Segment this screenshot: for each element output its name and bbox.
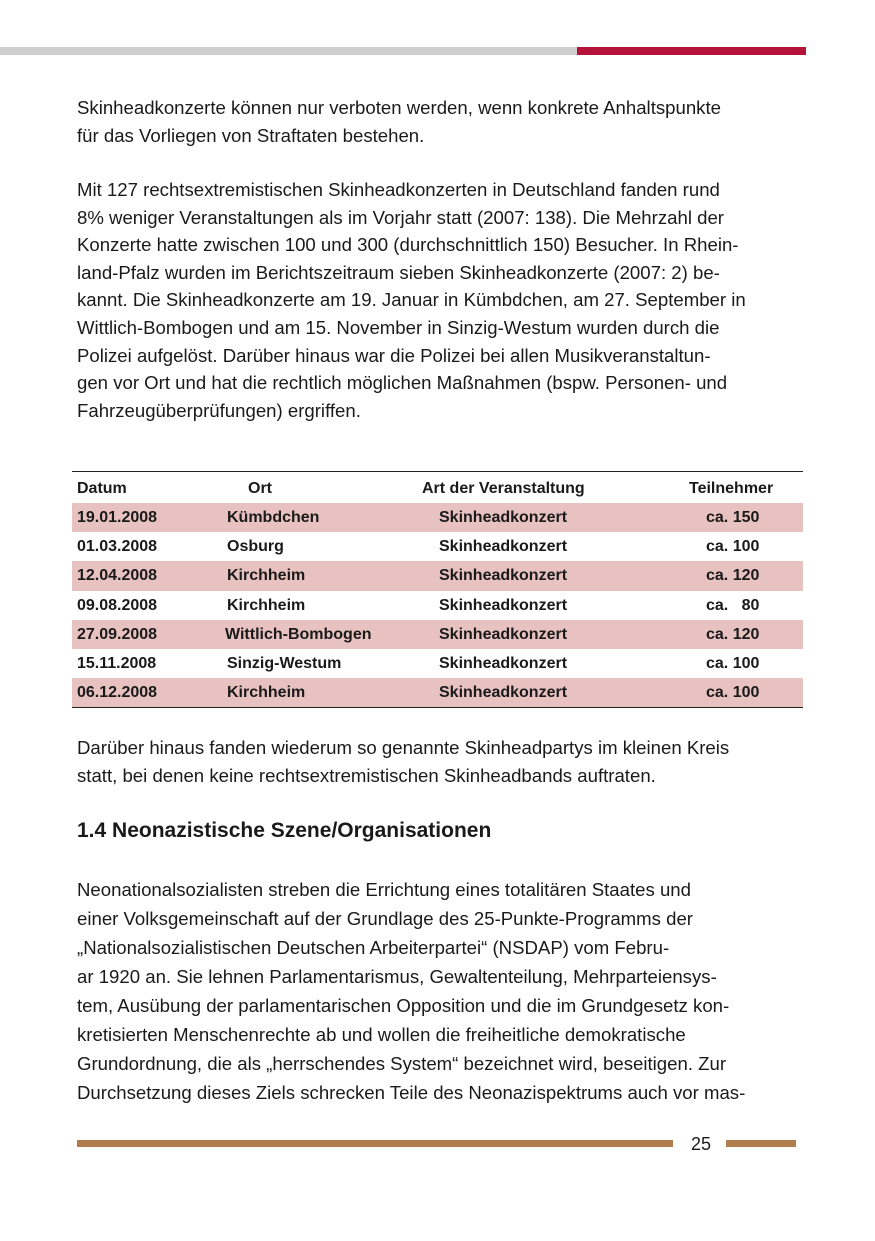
- table-row: [72, 620, 803, 649]
- footer-rule-right: [726, 1140, 796, 1147]
- cell-participants: ca. 80: [706, 596, 760, 614]
- concert-table: [72, 471, 803, 708]
- cell-event-type: Skinheadkonzert: [439, 684, 568, 702]
- text-line: ar 1920 an. Sie lehnen Parlamentarismus, Gewaltenteilung, Mehrparteiensys-: [77, 966, 717, 987]
- header-place: Ort: [248, 480, 272, 497]
- cell-participants: ca. 100: [706, 684, 760, 702]
- text-line: Wittlich-Bombogen und am 15. November in Sinzig-Westum wurden durch die: [77, 316, 720, 338]
- cell-participants: ca. 150: [706, 509, 760, 526]
- text-line: Konzerte hatte zwischen 100 und 300 (durchschnittlich 150) Besucher. In Rhein-: [77, 234, 739, 256]
- cell-participants: ca. 100: [706, 654, 760, 672]
- table-header-row: [72, 472, 803, 503]
- table-row: [72, 503, 803, 532]
- text-line: Fahrzeugüberprüfungen) ergriffen.: [77, 399, 361, 421]
- paragraph-neonazi: [77, 875, 802, 1107]
- cell-place: Sinzig-Westum: [227, 654, 342, 672]
- table-row: [72, 649, 803, 678]
- table-row: [72, 678, 803, 707]
- cell-event-type: Skinheadkonzert: [439, 567, 568, 585]
- cell-participants: ca. 120: [706, 625, 760, 643]
- header-date: Datum: [77, 480, 127, 497]
- text-line: statt, bei denen keine rechtsextremistischen Skinheadbands auftraten.: [77, 764, 656, 786]
- paragraph-intro: [77, 94, 802, 149]
- cell-date: 19.01.2008: [77, 509, 158, 526]
- text-line: 8% weniger Veranstaltungen als im Vorjahr statt (2007: 138). Die Mehrzahl der: [77, 206, 724, 228]
- cell-event-type: Skinheadkonzert: [439, 538, 568, 556]
- page-number: 25: [690, 1134, 712, 1154]
- cell-place: Kirchheim: [227, 567, 306, 585]
- text-line: Skinheadkonzerte können nur verboten werden, wenn konkrete Anhaltspunkte: [77, 97, 721, 118]
- cell-place: Kümbdchen: [227, 509, 320, 526]
- cell-date: 01.03.2008: [77, 538, 158, 556]
- paragraph-concerts: [77, 176, 802, 424]
- text-line: tem, Ausübung der parlamentarischen Opposition und die im Grundgesetz kon-: [77, 995, 730, 1016]
- cell-date: 09.08.2008: [77, 596, 158, 614]
- text-line: Durchsetzung dieses Ziels schrecken Teile des Neonazispektrums auch vor mas-: [77, 1082, 746, 1103]
- header-participants: Teilnehmer: [689, 480, 774, 497]
- text-line: einer Volksgemeinschaft auf der Grundlage des 25-Punkte-Programms der: [77, 908, 693, 929]
- text-line: Polizei aufgelöst. Darüber hinaus war die Polizei bei allen Musikveranstaltun-: [77, 344, 711, 366]
- cell-place: Osburg: [227, 538, 284, 556]
- table-row: [72, 591, 803, 620]
- text-line: kannt. Die Skinheadkonzerte am 19. Januar in Kümbdchen, am 27. September in: [77, 289, 746, 311]
- cell-participants: ca. 100: [706, 538, 760, 556]
- section-heading: 1.4 Neonazistische Szene/Organisationen: [77, 819, 492, 842]
- header-rule-accent: [577, 47, 806, 55]
- footer-rule-left: [77, 1140, 673, 1147]
- text-line: kretisierten Menschenrechte ab und wollen die freiheitliche demokratische: [77, 1024, 686, 1045]
- cell-date: 15.11.2008: [77, 654, 157, 672]
- cell-event-type: Skinheadkonzert: [439, 596, 568, 614]
- text-line: „Nationalsozialistischen Deutschen Arbeiterpartei“ (NSDAP) vom Febru-: [77, 937, 670, 958]
- table-row: [72, 532, 803, 561]
- cell-participants: ca. 120: [706, 567, 760, 585]
- cell-event-type: Skinheadkonzert: [439, 509, 568, 526]
- table-row: [72, 561, 803, 590]
- cell-event-type: Skinheadkonzert: [439, 654, 568, 672]
- text-line: gen vor Ort und hat die rechtlich möglichen Maßnahmen (bspw. Personen- und: [77, 372, 728, 394]
- text-line: Grundordnung, die als „herrschendes System“ bezeichnet wird, beseitigen. Zur: [77, 1053, 727, 1074]
- cell-event-type: Skinheadkonzert: [439, 625, 568, 643]
- text-line: Neonationalsozialisten streben die Errichtung eines totalitären Staates und: [77, 879, 691, 900]
- cell-date: 06.12.2008: [77, 684, 158, 702]
- header-event-type: Art der Veranstaltung: [422, 480, 585, 497]
- cell-place: Kirchheim: [227, 596, 306, 614]
- text-line: land-Pfalz wurden im Berichtszeitraum sieben Skinheadkonzerte (2007: 2) be-: [77, 261, 720, 283]
- header-rule-gray: [0, 47, 577, 55]
- cell-date: 12.04.2008: [77, 567, 158, 585]
- text-line: Mit 127 rechtsextremistischen Skinheadkonzerten in Deutschland fanden rund: [77, 179, 720, 200]
- cell-place: Kirchheim: [227, 684, 306, 702]
- paragraph-skinhead-parties: [77, 734, 802, 789]
- text-line: für das Vorliegen von Straftaten bestehen.: [77, 124, 425, 146]
- text-line: Darüber hinaus fanden wiederum so genannte Skinheadpartys im kleinen Kreis: [77, 737, 730, 758]
- cell-date: 27.09.2008: [77, 625, 158, 643]
- cell-place: Wittlich-Bombogen: [225, 625, 372, 643]
